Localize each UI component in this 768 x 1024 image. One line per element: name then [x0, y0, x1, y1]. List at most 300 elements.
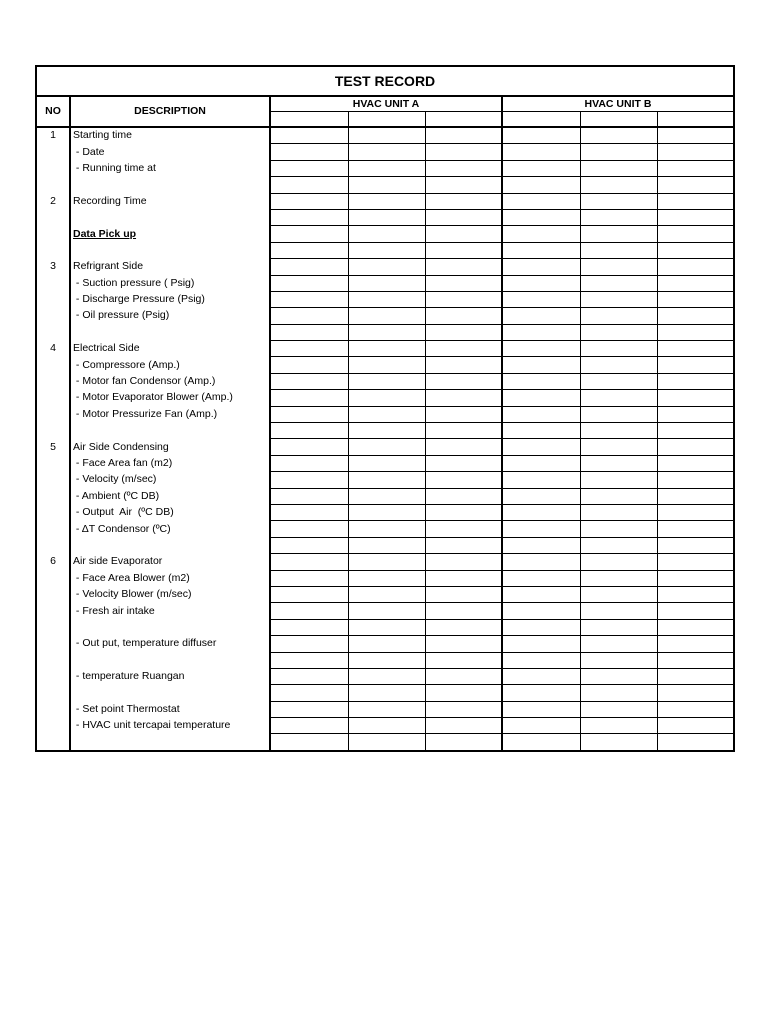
unit-a-cell[interactable] — [270, 209, 348, 225]
unit-b-cell[interactable] — [657, 521, 734, 537]
row-number — [36, 636, 70, 652]
unit-b-cell[interactable] — [657, 701, 734, 717]
unit-b-cell[interactable] — [502, 357, 580, 373]
row-description-text: - Face Area fan (m2) — [73, 457, 173, 469]
unit-a-cell[interactable] — [270, 127, 348, 144]
unit-a-cell[interactable] — [270, 291, 348, 307]
unit-a-cell[interactable] — [348, 504, 425, 520]
unit-b-cell[interactable] — [657, 718, 734, 734]
unit-b-cell[interactable] — [580, 291, 657, 307]
unit-b-cell[interactable] — [502, 242, 580, 258]
unit-a-cell[interactable] — [348, 406, 425, 422]
unit-a-cell[interactable] — [425, 341, 502, 357]
unit-b-cell[interactable] — [580, 521, 657, 537]
unit-b-cell[interactable] — [657, 603, 734, 619]
unit-a-cell[interactable] — [270, 504, 348, 520]
row-description-text: - Velocity (m/sec) — [73, 473, 157, 486]
table-row — [36, 177, 734, 193]
unit-a-cell[interactable] — [348, 242, 425, 258]
unit-b-cell[interactable] — [580, 406, 657, 422]
unit-b-cell[interactable] — [502, 193, 580, 209]
unit-b-cell[interactable] — [502, 718, 580, 734]
unit-a-cell[interactable] — [270, 570, 348, 586]
unit-b-cell[interactable] — [580, 537, 657, 553]
unit-a-cell[interactable] — [348, 226, 425, 242]
unit-a-cell[interactable] — [348, 373, 425, 389]
unit-a-cell[interactable] — [270, 193, 348, 209]
unit-a-cell[interactable] — [425, 291, 502, 307]
row-description-text: Refrigrant Side — [73, 260, 144, 273]
unit-b-cell[interactable] — [502, 603, 580, 619]
unit-a-cell[interactable] — [270, 390, 348, 406]
table-row — [36, 701, 734, 717]
unit-a-cell[interactable] — [425, 275, 502, 291]
unit-b-cell[interactable] — [502, 373, 580, 389]
unit-b-cell[interactable] — [502, 636, 580, 652]
unit-b-cell[interactable] — [657, 144, 734, 160]
unit-a-cell[interactable] — [348, 668, 425, 684]
unit-a-cell[interactable] — [425, 718, 502, 734]
unit-a-cell[interactable] — [425, 554, 502, 570]
table-row — [36, 439, 734, 455]
unit-b-cell[interactable] — [657, 242, 734, 258]
unit-a-cell[interactable] — [348, 193, 425, 209]
unit-b-cell[interactable] — [502, 177, 580, 193]
unit-b-cell[interactable] — [580, 718, 657, 734]
unit-a-cell[interactable] — [425, 455, 502, 471]
unit-a-cell[interactable] — [425, 160, 502, 176]
table-row — [36, 308, 734, 324]
row-description-text: - Suction pressure ( Psig) — [73, 276, 195, 289]
table-row — [36, 390, 734, 406]
unit-a-cell[interactable] — [270, 652, 348, 668]
unit-b-cell[interactable] — [502, 406, 580, 422]
unit-a-cell[interactable] — [425, 324, 502, 340]
unit-a-cell[interactable] — [425, 193, 502, 209]
unit-b-cell[interactable] — [657, 160, 734, 176]
unit-b-cell[interactable] — [502, 455, 580, 471]
unit-b-cell[interactable] — [657, 554, 734, 570]
unit-b-cell[interactable] — [580, 652, 657, 668]
unit-b-cell[interactable] — [580, 308, 657, 324]
row-description-text: Air Side Condensing — [73, 440, 169, 453]
unit-b-cell[interactable] — [502, 734, 580, 751]
unit-b-cell[interactable] — [502, 685, 580, 701]
unit-a-cell[interactable] — [270, 242, 348, 258]
unit-b-cell[interactable] — [657, 390, 734, 406]
unit-b-cell[interactable] — [502, 554, 580, 570]
row-number: 6 — [36, 554, 70, 570]
unit-a-cell[interactable] — [425, 652, 502, 668]
row-number — [36, 455, 70, 471]
unit-b-cell[interactable] — [657, 668, 734, 684]
unit-b-cell[interactable] — [657, 455, 734, 471]
unit-b-cell[interactable] — [502, 275, 580, 291]
row-description — [70, 193, 270, 209]
unit-a-cell[interactable] — [348, 341, 425, 357]
unit-a-cell[interactable] — [348, 570, 425, 586]
row-description — [70, 341, 270, 357]
unit-b-cell[interactable] — [580, 324, 657, 340]
unit-a-cell[interactable] — [425, 226, 502, 242]
unit-b-cell[interactable] — [657, 341, 734, 357]
table-row — [36, 275, 734, 291]
unit-b-cell[interactable] — [502, 259, 580, 275]
unit-a-cell[interactable] — [270, 586, 348, 602]
table-row — [36, 455, 734, 471]
unit-a-cell[interactable] — [270, 226, 348, 242]
unit-a-cell[interactable] — [348, 423, 425, 439]
unit-b-cell[interactable] — [502, 341, 580, 357]
column-header-description: DESCRIPTION — [70, 96, 270, 127]
row-description-text: Air side Evaporator — [73, 555, 163, 568]
unit-b-cell[interactable] — [580, 259, 657, 275]
unit-a-cell[interactable] — [425, 406, 502, 422]
unit-a-cell[interactable] — [348, 308, 425, 324]
row-description-text: - Set point Thermostat — [73, 702, 180, 715]
unit-b-cell[interactable] — [657, 226, 734, 242]
unit-a-cell[interactable] — [270, 177, 348, 193]
row-number — [36, 504, 70, 520]
unit-a-cell[interactable] — [425, 586, 502, 602]
unit-b-cell[interactable] — [657, 406, 734, 422]
unit-b-cell[interactable] — [657, 324, 734, 340]
unit-a-cell[interactable] — [348, 160, 425, 176]
unit-b-cell[interactable] — [580, 472, 657, 488]
unit-a-cell[interactable] — [270, 423, 348, 439]
unit-a-cell[interactable] — [348, 718, 425, 734]
row-description — [70, 423, 270, 439]
unit-b-cell[interactable] — [502, 324, 580, 340]
unit-b-cell[interactable] — [580, 226, 657, 242]
unit-b-cell[interactable] — [580, 554, 657, 570]
unit-a-cell[interactable] — [270, 160, 348, 176]
unit-a-cell[interactable] — [348, 603, 425, 619]
row-description — [70, 668, 270, 684]
unit-b-cell[interactable] — [657, 291, 734, 307]
unit-a-cell[interactable] — [348, 209, 425, 225]
unit-a-cell[interactable] — [270, 521, 348, 537]
unit-b-cell[interactable] — [657, 636, 734, 652]
unit-b-cell[interactable] — [580, 570, 657, 586]
row-description — [70, 259, 270, 275]
unit-a-cell[interactable] — [348, 144, 425, 160]
unit-a-cell[interactable] — [270, 275, 348, 291]
unit-a-cell[interactable] — [348, 734, 425, 751]
unit-b-cell[interactable] — [502, 619, 580, 635]
unit-a-cell[interactable] — [270, 406, 348, 422]
unit-a-cell[interactable] — [348, 701, 425, 717]
unit-b-cell[interactable] — [580, 668, 657, 684]
unit-b-cell[interactable] — [502, 226, 580, 242]
unit-a-cell[interactable] — [425, 668, 502, 684]
unit-b-cell[interactable] — [657, 209, 734, 225]
row-number — [36, 242, 70, 258]
unit-b-cell[interactable] — [502, 472, 580, 488]
unit-b-cell[interactable] — [657, 308, 734, 324]
unit-a-cell[interactable] — [270, 701, 348, 717]
unit-a-cell[interactable] — [270, 324, 348, 340]
unit-b-cell[interactable] — [657, 652, 734, 668]
row-number — [36, 291, 70, 307]
unit-b-cell[interactable] — [657, 586, 734, 602]
unit-a-cell[interactable] — [348, 357, 425, 373]
unit-b-cell[interactable] — [502, 439, 580, 455]
row-description — [70, 537, 270, 553]
unit-a-cell[interactable] — [348, 586, 425, 602]
unit-a-cell[interactable] — [425, 701, 502, 717]
unit-a-cell[interactable] — [270, 455, 348, 471]
table-row — [36, 226, 734, 242]
row-description-text: - HVAC unit tercapai temperature — [73, 719, 231, 732]
unit-a-cell[interactable] — [270, 619, 348, 635]
unit-b-cell[interactable] — [502, 586, 580, 602]
unit-a-cell[interactable] — [270, 308, 348, 324]
unit-b-cell[interactable] — [580, 504, 657, 520]
unit-a-cell[interactable] — [425, 373, 502, 389]
unit-a-cell[interactable] — [425, 472, 502, 488]
unit-a-cell[interactable] — [348, 275, 425, 291]
table-row — [36, 357, 734, 373]
unit-a-cell[interactable] — [425, 259, 502, 275]
unit-a-cell[interactable] — [425, 685, 502, 701]
row-description-text: - Compressore (Amp.) — [73, 358, 180, 371]
unit-b-cell[interactable] — [657, 504, 734, 520]
unit-a-cell[interactable] — [425, 390, 502, 406]
unit-b-cell[interactable] — [657, 423, 734, 439]
unit-b-cell[interactable] — [580, 701, 657, 717]
unit-b-cell[interactable] — [657, 127, 734, 144]
unit-b-cell[interactable] — [502, 668, 580, 684]
table-row — [36, 521, 734, 537]
unit-a-cell[interactable] — [348, 127, 425, 144]
unit-b-cell[interactable] — [580, 193, 657, 209]
unit-b-cell[interactable] — [580, 275, 657, 291]
row-number — [36, 144, 70, 160]
unit-b-cell[interactable] — [502, 423, 580, 439]
unit-a-cell[interactable] — [270, 259, 348, 275]
unit-a-cell[interactable] — [425, 423, 502, 439]
row-number — [36, 160, 70, 176]
unit-a-cell[interactable] — [348, 521, 425, 537]
row-number — [36, 423, 70, 439]
unit-a-cell[interactable] — [425, 636, 502, 652]
unit-a-cell[interactable] — [348, 537, 425, 553]
row-number — [36, 308, 70, 324]
unit-a-cell[interactable] — [425, 439, 502, 455]
unit-b-cell[interactable] — [657, 685, 734, 701]
unit-a-cell[interactable] — [348, 324, 425, 340]
unit-b-cell[interactable] — [657, 439, 734, 455]
unit-b-cell[interactable] — [580, 390, 657, 406]
table-row — [36, 373, 734, 389]
table-row — [36, 603, 734, 619]
unit-a-cell[interactable] — [425, 127, 502, 144]
unit-a-cell[interactable] — [348, 554, 425, 570]
row-number — [36, 668, 70, 684]
column-header-unit-a: HVAC UNIT A — [270, 96, 502, 112]
table-row — [36, 718, 734, 734]
unit-b-cell[interactable] — [657, 357, 734, 373]
unit-b-cell[interactable] — [502, 504, 580, 520]
row-description-text: - Oil pressure (Psig) — [73, 309, 170, 322]
unit-b-cell[interactable] — [502, 652, 580, 668]
row-description — [70, 554, 270, 570]
row-description — [70, 685, 270, 701]
row-number: 1 — [36, 127, 70, 144]
unit-b-cell[interactable] — [657, 619, 734, 635]
unit-a-cell[interactable] — [425, 242, 502, 258]
row-description-text: - temperature Ruangan — [73, 670, 185, 683]
unit-b-cell[interactable] — [580, 636, 657, 652]
table-row — [36, 619, 734, 635]
unit-a-cell[interactable] — [270, 554, 348, 570]
unit-a-cell[interactable] — [270, 472, 348, 488]
unit-a-cell[interactable] — [270, 603, 348, 619]
unit-a-cell[interactable] — [425, 603, 502, 619]
unit-b-cell[interactable] — [502, 291, 580, 307]
unit-b-cell[interactable] — [580, 586, 657, 602]
unit-a-cell[interactable] — [425, 521, 502, 537]
title-row — [36, 66, 734, 96]
unit-a-cell[interactable] — [425, 504, 502, 520]
unit-b-cell[interactable] — [657, 259, 734, 275]
row-description-text: - Ambient (ºC DB) — [73, 489, 160, 502]
unit-b-cell[interactable] — [580, 455, 657, 471]
unit-b-cell[interactable] — [502, 209, 580, 225]
unit-b-cell[interactable] — [657, 373, 734, 389]
unit-a-cell[interactable] — [425, 144, 502, 160]
unit-a-cell[interactable] — [425, 734, 502, 751]
unit-b-cell[interactable] — [580, 734, 657, 751]
unit-a-cell[interactable] — [270, 685, 348, 701]
unit-b-cell[interactable] — [580, 439, 657, 455]
unit-a-cell[interactable] — [348, 685, 425, 701]
table-row — [36, 652, 734, 668]
unit-b-cell[interactable] — [580, 603, 657, 619]
row-description — [70, 390, 270, 406]
unit-a-cell[interactable] — [270, 373, 348, 389]
unit-a-cell[interactable] — [348, 652, 425, 668]
unit-b-cell[interactable] — [580, 127, 657, 144]
unit-b-cell[interactable] — [657, 488, 734, 504]
unit-a-cell[interactable] — [348, 472, 425, 488]
unit-b-cell[interactable] — [502, 308, 580, 324]
row-description — [70, 439, 270, 455]
unit-a-cell[interactable] — [270, 144, 348, 160]
unit-b-cell[interactable] — [657, 734, 734, 751]
unit-a-cell[interactable] — [270, 341, 348, 357]
unit-a-cell[interactable] — [270, 439, 348, 455]
unit-b-cell[interactable] — [580, 160, 657, 176]
unit-b-cell[interactable] — [580, 488, 657, 504]
table-row — [36, 554, 734, 570]
unit-a-cell[interactable] — [348, 177, 425, 193]
unit-b-cell[interactable] — [657, 275, 734, 291]
table-row — [36, 685, 734, 701]
unit-b-cell[interactable] — [502, 144, 580, 160]
unit-b-cell[interactable] — [502, 160, 580, 176]
unit-b-cell[interactable] — [580, 619, 657, 635]
unit-a-cell[interactable] — [348, 455, 425, 471]
unit-a-cell[interactable] — [348, 390, 425, 406]
table-row — [36, 144, 734, 160]
unit-b-cell[interactable] — [502, 521, 580, 537]
test-record-table — [35, 65, 735, 752]
unit-a-cell[interactable] — [425, 488, 502, 504]
unit-b-cell[interactable] — [657, 570, 734, 586]
row-description — [70, 406, 270, 422]
unit-a-cell[interactable] — [270, 537, 348, 553]
unit-a-cell[interactable] — [425, 308, 502, 324]
subheader-cell — [348, 112, 425, 128]
unit-b-cell[interactable] — [580, 423, 657, 439]
row-description-text: - Fresh air intake — [73, 604, 155, 617]
unit-a-cell[interactable] — [348, 636, 425, 652]
unit-b-cell[interactable] — [580, 685, 657, 701]
unit-a-cell[interactable] — [425, 537, 502, 553]
column-header-unit-b: HVAC UNIT B — [502, 96, 734, 112]
unit-b-cell[interactable] — [657, 537, 734, 553]
unit-b-cell[interactable] — [580, 341, 657, 357]
unit-b-cell[interactable] — [580, 242, 657, 258]
row-number — [36, 701, 70, 717]
unit-a-cell[interactable] — [348, 291, 425, 307]
unit-b-cell[interactable] — [657, 193, 734, 209]
unit-a-cell[interactable] — [270, 668, 348, 684]
unit-b-cell[interactable] — [502, 488, 580, 504]
unit-b-cell[interactable] — [657, 177, 734, 193]
unit-b-cell[interactable] — [502, 390, 580, 406]
unit-a-cell[interactable] — [425, 357, 502, 373]
unit-a-cell[interactable] — [270, 357, 348, 373]
row-number: 2 — [36, 193, 70, 209]
unit-b-cell[interactable] — [502, 570, 580, 586]
unit-a-cell[interactable] — [348, 439, 425, 455]
unit-a-cell[interactable] — [348, 619, 425, 635]
unit-b-cell[interactable] — [580, 177, 657, 193]
column-header-no: NO — [36, 96, 70, 127]
unit-b-cell[interactable] — [580, 373, 657, 389]
unit-b-cell[interactable] — [502, 701, 580, 717]
row-number — [36, 390, 70, 406]
unit-b-cell[interactable] — [657, 472, 734, 488]
unit-b-cell[interactable] — [580, 357, 657, 373]
unit-a-cell[interactable] — [425, 619, 502, 635]
table-row — [36, 734, 734, 751]
unit-a-cell[interactable] — [348, 259, 425, 275]
unit-a-cell[interactable] — [348, 488, 425, 504]
unit-a-cell[interactable] — [270, 636, 348, 652]
unit-b-cell[interactable] — [580, 209, 657, 225]
unit-a-cell[interactable] — [425, 209, 502, 225]
row-description — [70, 455, 270, 471]
row-description — [70, 701, 270, 717]
unit-b-cell[interactable] — [580, 144, 657, 160]
unit-a-cell[interactable] — [425, 570, 502, 586]
row-number — [36, 275, 70, 291]
unit-b-cell[interactable] — [502, 127, 580, 144]
unit-a-cell[interactable] — [270, 488, 348, 504]
unit-a-cell[interactable] — [270, 718, 348, 734]
row-description-text: - Discharge Pressure (Psig) — [73, 293, 205, 306]
unit-b-cell[interactable] — [502, 537, 580, 553]
row-description — [70, 472, 270, 488]
row-number — [36, 537, 70, 553]
row-description — [70, 718, 270, 734]
unit-a-cell[interactable] — [270, 734, 348, 751]
unit-a-cell[interactable] — [425, 177, 502, 193]
